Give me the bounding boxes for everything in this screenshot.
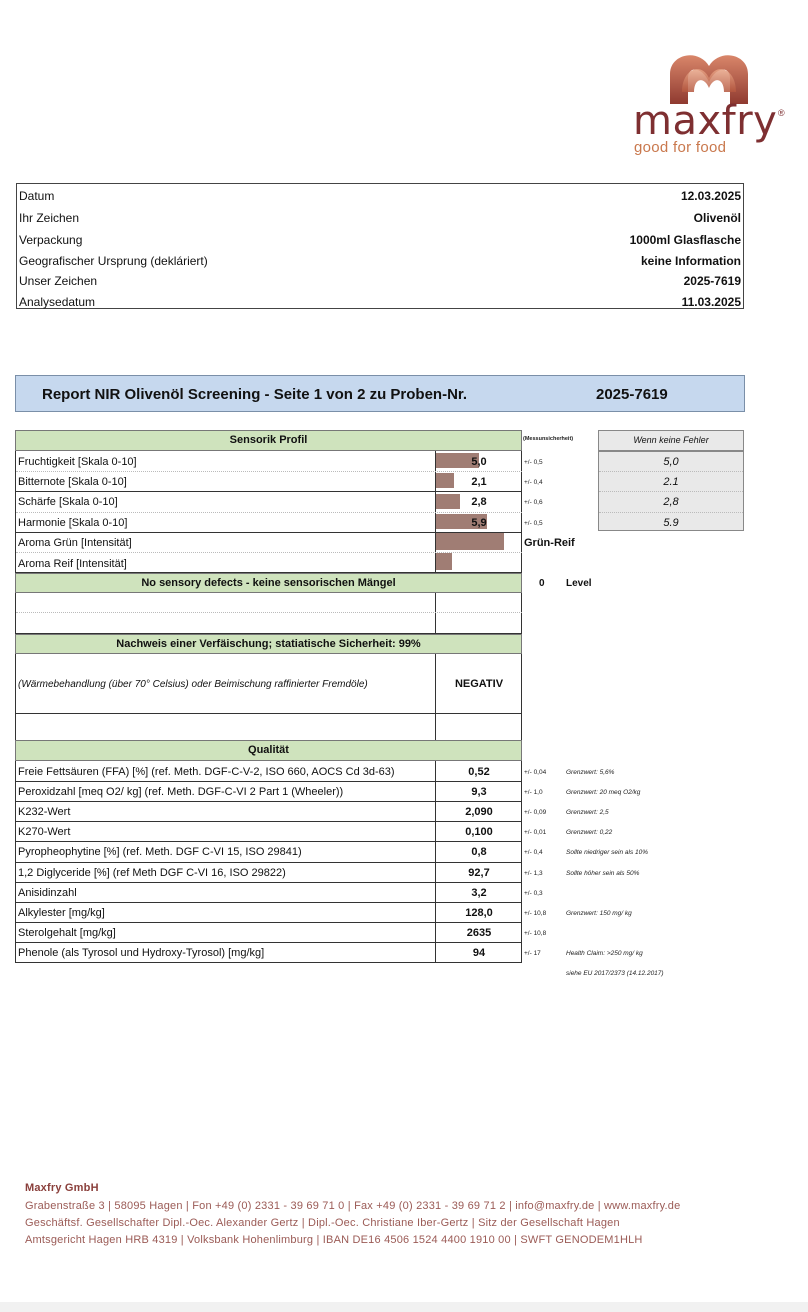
info-label: Geografischer Ursprung (dekláriert)	[19, 254, 208, 268]
quality-uncertainty: +/- 0,04	[524, 769, 547, 776]
quality-value: 2635	[466, 927, 492, 939]
aroma-result: Grün-Reif	[524, 537, 575, 549]
quality-uncertainty: +/- 0,09	[524, 809, 547, 816]
quality-footnote: siehe EU 2017/2373 (14.12.2017)	[566, 970, 664, 977]
quality-value: 0,100	[465, 826, 493, 838]
quality-uncertainty: +/- 1,3	[524, 870, 543, 877]
report-sample-number: 2025-7619	[596, 386, 668, 403]
sensorik-value: 2,1	[471, 476, 487, 488]
quality-label: Anisidinzahl	[18, 887, 77, 899]
info-label: Datum	[19, 189, 55, 203]
info-label: Analysedatum	[19, 295, 96, 309]
page-bottom-edge	[0, 1302, 808, 1312]
sensorik-value: 5,0	[471, 456, 487, 468]
quality-value: 128,0	[465, 907, 493, 919]
quality-value: 9,3	[471, 786, 487, 798]
info-value: keine Information	[640, 254, 741, 268]
brand-tagline: good for food	[634, 139, 727, 156]
quality-value: 92,7	[468, 867, 490, 879]
sensorik-label: Bitternote [Skala 0-10]	[18, 476, 127, 488]
quality-value: 0,52	[468, 766, 490, 778]
info-value: 11.03.2025	[681, 295, 741, 309]
quality-uncertainty: +/- 0,3	[524, 890, 543, 897]
quality-label: Phenole (als Tyrosol und Hydroxy-Tyrosol) [mg/kg]	[18, 947, 265, 959]
defects-header: No sensory defects - keine sensorischen Mängel	[15, 573, 522, 593]
quality-uncertainty: +/- 10,8	[524, 910, 547, 917]
quality-label: Freie Fettsäuren (FFA) [%] (ref. Meth. DGF-C-V-2, ISO 660, AOCS Cd 3d-63)	[18, 766, 395, 778]
info-value: 12.03.2025	[680, 189, 741, 203]
level-bar	[436, 533, 504, 550]
quality-uncertainty: +/- 0,4	[524, 849, 543, 856]
report-title: Report NIR Olivenöl Screening - Seite 1 von 2 zu Proben-Nr.	[42, 386, 468, 403]
report-title-bar	[15, 375, 745, 412]
quality-label: Sterolgehalt [mg/kg]	[18, 927, 116, 939]
no-error-value: 2.1	[663, 476, 679, 488]
footer-address: Grabenstraße 3 | 58095 Hagen | Fon +49 (0) 2331 - 39 69 71 0 | Fax +49 (0) 2331 - 39 69 71 2 | info@maxfry.de | www.maxfry.de	[25, 1200, 681, 1212]
info-label: Verpackung	[19, 233, 83, 247]
quality-label: Pyropheophytine [%] (ref. Meth. DGF C-VI 15, ISO 29841)	[18, 846, 302, 858]
defects-count: 0	[539, 578, 545, 589]
info-value: 1000ml Glasflasche	[629, 233, 741, 247]
adulteration-header: Nachweis einer Verfäischung; statiatische Sicherheit: 99%	[15, 634, 522, 654]
sensorik-label: Aroma Reif [Intensität]	[18, 558, 127, 570]
info-row	[17, 208, 743, 228]
quality-label: K270-Wert	[18, 826, 71, 838]
adulteration-result: NEGATIV	[454, 678, 504, 690]
defects-level-label: Level	[566, 578, 592, 589]
quality-note: Sollte niedriger sein als 10%	[566, 849, 649, 856]
footer-management: Geschäftsf. Gesellschafter Dipl.-Oec. Alexander Gertz | Dipl.-Oec. Christiane Iber-Gertz | Sitz der Gesellschaft Hagen	[25, 1217, 620, 1229]
footer-company: Maxfry GmbH	[25, 1182, 99, 1194]
info-row	[17, 186, 743, 206]
quality-uncertainty: +/- 1,0	[524, 789, 543, 796]
sensorik-label: Harmonie [Skala 0-10]	[18, 517, 128, 529]
info-row	[17, 230, 743, 250]
no-error-value: 5.9	[663, 517, 679, 529]
quality-note: Sollte höher sein als 50%	[566, 870, 640, 877]
quality-note: Grenzwert: 150 mg/ kg	[566, 910, 632, 917]
info-value: 2025-7619	[683, 274, 741, 288]
quality-uncertainty: +/- 17	[524, 950, 541, 957]
quality-note: Grenzwert: 2,5	[566, 809, 609, 816]
quality-header: Qualität	[15, 740, 522, 761]
info-row	[17, 292, 743, 312]
sensorik-label: Aroma Grün [Intensität]	[18, 537, 132, 549]
sensorik-uncertainty: +/- 0,5	[524, 459, 543, 466]
quality-value: 3,2	[471, 887, 487, 899]
quality-note: Health Claim: >250 mg/ kg	[566, 950, 643, 957]
sensorik-label: Fruchtigkeit [Skala 0-10]	[18, 456, 137, 468]
sensorik-value: 5,9	[471, 517, 487, 529]
quality-value: 94	[472, 947, 486, 959]
no-error-header: Wenn keine Fehler	[633, 435, 709, 445]
brand-name: maxfry	[633, 98, 778, 144]
quality-label: Alkylester [mg/kg]	[18, 907, 105, 919]
quality-uncertainty: +/- 0,01	[524, 829, 547, 836]
sensorik-uncertainty: +/- 0,5	[524, 520, 543, 527]
quality-value: 2,090	[465, 806, 493, 818]
sensorik-label: Schärfe [Skala 0-10]	[18, 496, 118, 508]
quality-note: Grenzwert: 20 meq O2/kg	[566, 789, 641, 796]
sensorik-header: Sensorik Profil	[15, 430, 522, 451]
info-label: Unser Zeichen	[19, 274, 98, 288]
uncertainty-header: (Messunsicherheit)	[523, 436, 574, 442]
quality-uncertainty: +/- 10,8	[524, 930, 547, 937]
info-row	[17, 251, 743, 271]
level-bar	[436, 553, 452, 570]
info-label: Ihr Zeichen	[19, 211, 80, 225]
sensorik-value: 2,8	[471, 496, 487, 508]
quality-label: Peroxidzahl [meq O2/ kg] (ref. Meth. DGF-C-VI 2 Part 1 (Wheeler))	[18, 786, 344, 798]
sensorik-uncertainty: +/- 0,6	[524, 499, 543, 506]
registered-mark: ®	[778, 108, 785, 118]
quality-note: Grenzwert: 5,6%	[566, 769, 615, 776]
quality-note: Grenzwert: 0,22	[566, 829, 613, 836]
footer-registry: Amtsgericht Hagen HRB 4319 | Volksbank Hohenlimburg | IBAN DE16 4506 1524 4400 1910 00 | SWFT GENODEM1HLH	[25, 1234, 643, 1246]
no-error-value: 5,0	[663, 456, 679, 468]
sample-info-box	[16, 183, 744, 309]
quality-value: 0,8	[471, 846, 487, 858]
quality-label: 1,2 Diglyceride [%] (ref Meth DGF C-VI 16, ISO 29822)	[18, 867, 286, 879]
info-row	[17, 271, 743, 291]
info-value: Olivenöl	[693, 211, 741, 225]
adulteration-text: (Wärmebehandlung (über 70° Celsius) oder Beimischung raffinierter Fremdöle)	[18, 679, 368, 690]
no-error-value: 2,8	[663, 496, 679, 508]
sensorik-uncertainty: +/- 0,4	[524, 479, 543, 486]
quality-label: K232-Wert	[18, 806, 71, 818]
